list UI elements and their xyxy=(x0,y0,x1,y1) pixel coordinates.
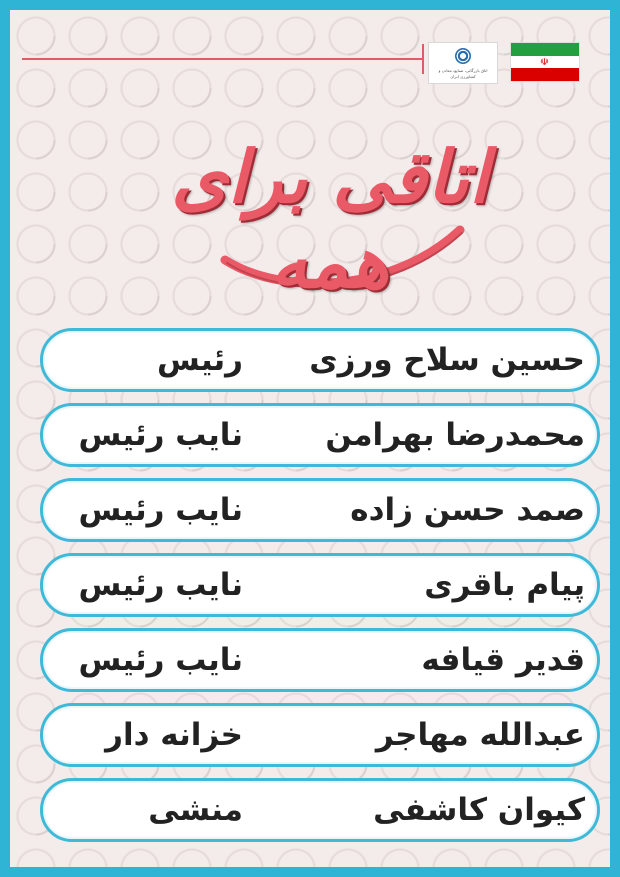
members-list xyxy=(40,328,600,853)
member-name: محمدرضا بهرامن xyxy=(325,417,585,453)
member-name: پیام باقری xyxy=(424,567,585,603)
flag-emblem-icon: ☫ xyxy=(540,56,549,68)
member-name: قدیر قیافه xyxy=(421,642,585,678)
member-role: نایب رئیس xyxy=(78,567,243,603)
member-name: صمد حسن زاده xyxy=(350,492,585,528)
member-role: رئیس xyxy=(157,342,243,378)
member-name: عبدالله مهاجر xyxy=(375,717,585,753)
poster-frame xyxy=(10,10,610,867)
poster-title-text: اتاقی برای همه xyxy=(171,134,489,304)
chamber-logo-text: اتاق بازرگانی، صنایع، معادن و کشاورزی ایران xyxy=(438,68,488,79)
member-role: منشی xyxy=(148,792,243,828)
member-row xyxy=(40,628,600,692)
member-row xyxy=(40,778,600,842)
member-role: خزانه دار xyxy=(105,717,243,753)
member-row xyxy=(40,328,600,392)
header-divider-tick xyxy=(422,44,424,74)
member-row xyxy=(40,703,600,767)
member-row xyxy=(40,553,600,617)
header-divider-line xyxy=(22,58,424,60)
member-name: کیوان کاشفی xyxy=(373,792,585,828)
member-row xyxy=(40,403,600,467)
member-role: نایب رئیس xyxy=(78,492,243,528)
member-role: نایب رئیس xyxy=(78,642,243,678)
member-role: نایب رئیس xyxy=(78,417,243,453)
member-row xyxy=(40,478,600,542)
chamber-emblem-icon xyxy=(455,48,471,64)
member-name: حسین سلاح ورزی xyxy=(309,342,585,378)
poster-title xyxy=(130,110,530,304)
chamber-logo xyxy=(428,42,498,84)
iran-flag-icon xyxy=(510,42,580,82)
